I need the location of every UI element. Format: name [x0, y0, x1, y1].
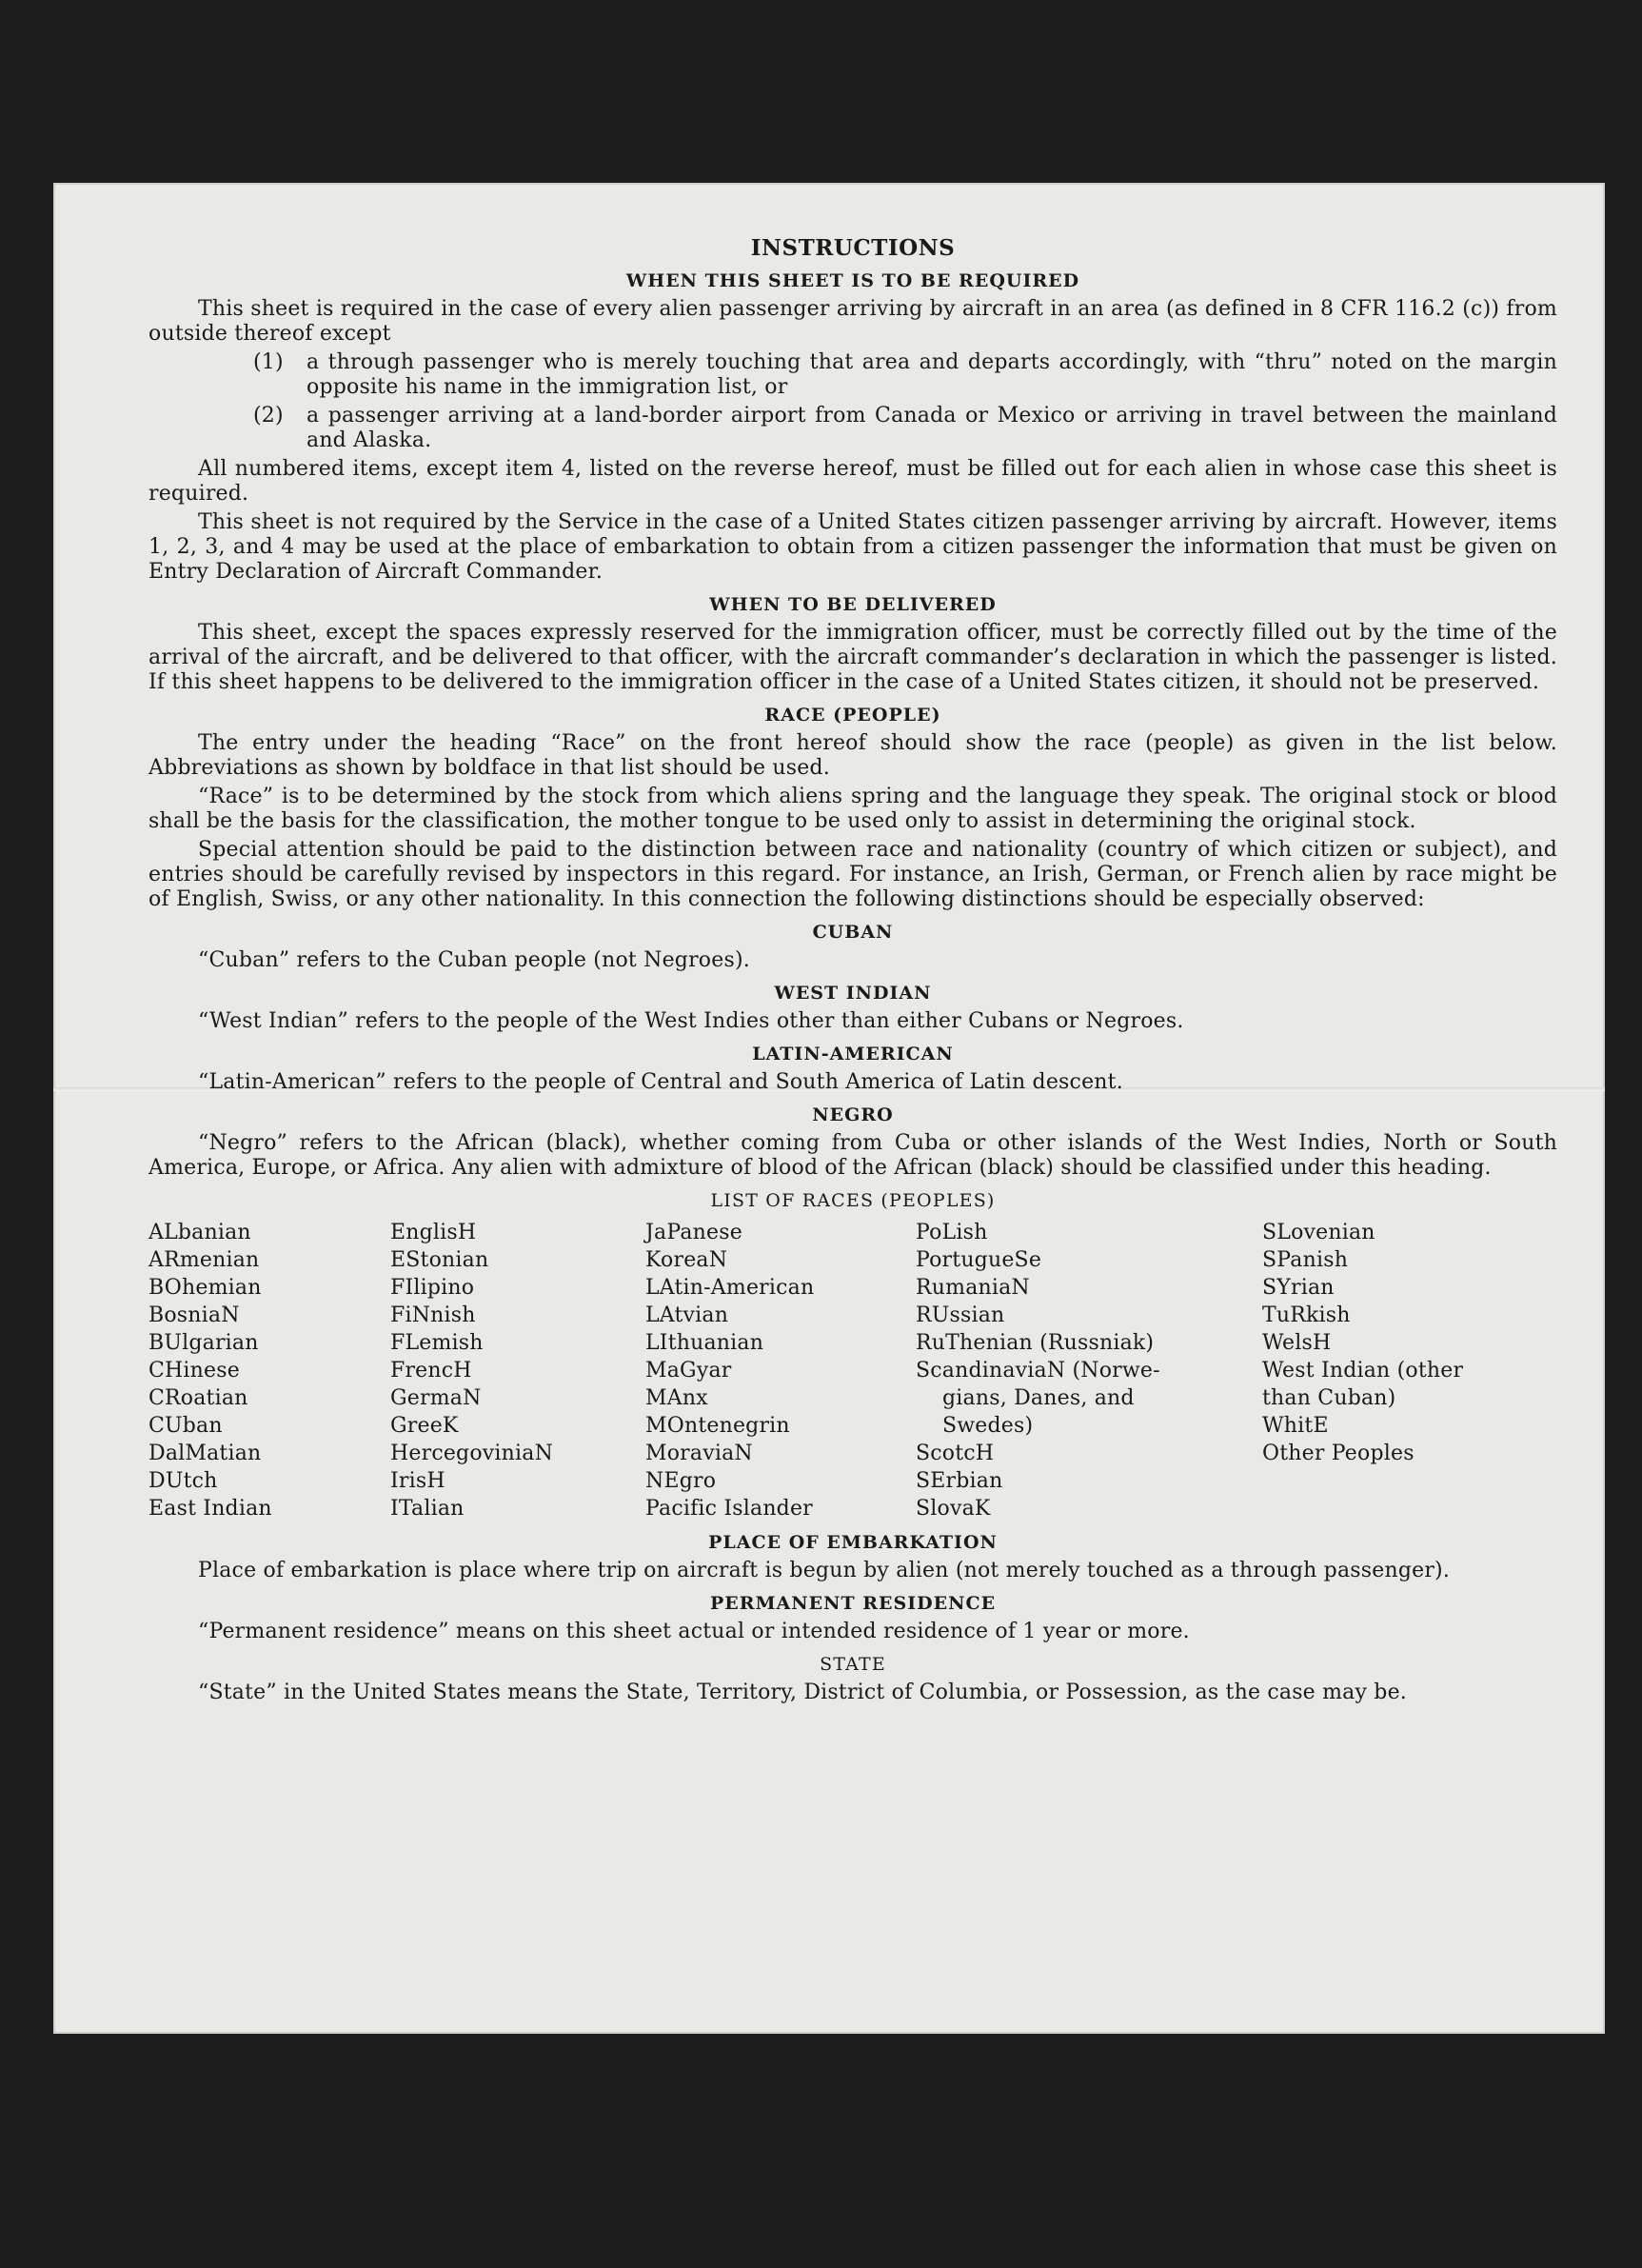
- exception-item-1: [253, 350, 1557, 400]
- race-entry: IrisH: [390, 1469, 445, 1493]
- race-entry: EnglisH: [390, 1221, 477, 1244]
- para-race-3: Special attention should be paid to the distinction between race and nationality (country of which citizen or subject), and entries should be carefully revised by inspectors in this regard. For instance, an Irish, German, or French alien by race might be of English, Swiss, or any other nationality. In this connection the following distinctions should be especially observed:: [148, 838, 1557, 911]
- page-title: INSTRUCTIONS: [750, 235, 956, 261]
- para-latin-american: “Latin-American” refers to the people of Central and South America of Latin descent.: [198, 1070, 1123, 1094]
- heading-cuban: CUBAN: [812, 922, 894, 943]
- race-entry: MaGyar: [645, 1359, 732, 1383]
- para-residence: “Permanent residence” means on this sheet actual or intended residence of 1 year or more.: [198, 1620, 1190, 1643]
- race-entry: ScotcH: [916, 1442, 995, 1465]
- race-entry: PortugueSe: [916, 1248, 1042, 1272]
- race-entry: MoraviaN: [645, 1442, 753, 1465]
- para-negro: “Negro” refers to the African (black), whether coming from Cuba or other islands of the West Indies, North or South America, Europe, or Africa. Any alien with admixture of blood of the African (black) should be classified under this heading.: [148, 1131, 1557, 1180]
- races-column-5: [1262, 1219, 1557, 1522]
- heading-when-required: WHEN THIS SHEET IS TO BE REQUIRED: [625, 270, 1080, 291]
- race-entry: GreeK: [390, 1414, 459, 1438]
- para-race-2: “Race” is to be determined by the stock from which aliens spring and the language they speak. The original stock or blood shall be the basis for the classification, the mother tongue to be used only to assist in determining the original stock.: [148, 785, 1557, 833]
- race-entry: DUtch: [148, 1469, 218, 1493]
- race-entry: PoLish: [916, 1221, 988, 1244]
- race-entry: FiNnish: [390, 1303, 476, 1327]
- race-entry: SPanish: [1262, 1248, 1349, 1272]
- race-entry: HercegoviniaN: [390, 1442, 554, 1465]
- race-entry: SlovaK: [916, 1497, 991, 1521]
- item-number: (1): [253, 350, 284, 374]
- race-entry: LIthuanian: [645, 1331, 764, 1355]
- race-entry: CRoatian: [148, 1386, 248, 1410]
- race-entry: TuRkish: [1262, 1303, 1351, 1327]
- heading-permanent-residence: PERMANENT RESIDENCE: [709, 1593, 997, 1614]
- race-entry: LAtin-American: [645, 1276, 815, 1300]
- item-number: (2): [253, 404, 284, 428]
- race-entry: DalMatian: [148, 1442, 262, 1465]
- heading-latin-american: LATIN-AMERICAN: [752, 1044, 954, 1064]
- races-table: [148, 1219, 1557, 1522]
- para-cuban: “Cuban” refers to the Cuban people (not Negroes).: [198, 948, 750, 972]
- para-intro: This sheet is required in the case of every alien passenger arriving by aircraft in an area (as defined in 8 CFR 116.2 (c)) from outside thereof except: [148, 297, 1557, 346]
- race-entry: CHinese: [148, 1359, 240, 1383]
- race-entry: BosniaN: [148, 1303, 240, 1327]
- race-entry: JaPanese: [645, 1221, 742, 1244]
- para-delivered: This sheet, except the spaces expressly reserved for the immigration officer, must be correctly filled out by the time of the arrival of the aircraft, and be delivered to that officer, with the aircraft commander’s declaration in which the passenger is listed. If this sheet happens to be delivered to the immigration officer in the case of a United States citizen, it should not be preserved.: [148, 621, 1557, 694]
- race-entry: Other Peoples: [1262, 1442, 1414, 1465]
- race-entry: MOntenegrin: [645, 1414, 790, 1438]
- race-entry: SErbian: [916, 1469, 1003, 1493]
- exception-item-2: [253, 404, 1557, 453]
- para-west-indian: “West Indian” refers to the people of the West Indies other than either Cubans or Negroes.: [198, 1009, 1184, 1033]
- race-entry: FIlipino: [390, 1276, 475, 1300]
- race-entry: Swedes): [942, 1414, 1034, 1438]
- heading-state: STATE: [820, 1654, 886, 1675]
- race-entry: than Cuban): [1262, 1386, 1396, 1410]
- race-entry: SYrian: [1262, 1276, 1335, 1300]
- heading-negro: NEGRO: [812, 1104, 894, 1125]
- race-entry: ALbanian: [148, 1221, 251, 1244]
- races-column-2: [390, 1219, 645, 1522]
- instructions-content: [148, 236, 1557, 1709]
- race-entry: ARmenian: [148, 1248, 260, 1272]
- race-entry: CUban: [148, 1414, 223, 1438]
- races-column-4: [916, 1219, 1262, 1522]
- race-entry: FLemish: [390, 1331, 484, 1355]
- document-sheet: [53, 183, 1605, 2034]
- race-entry: LAtvian: [645, 1303, 729, 1327]
- race-entry: EStonian: [390, 1248, 489, 1272]
- heading-when-delivered: WHEN TO BE DELIVERED: [709, 594, 997, 615]
- race-entry: WelsH: [1262, 1331, 1332, 1355]
- heading-west-indian: WEST INDIAN: [774, 983, 932, 1004]
- para-citizen: This sheet is not required by the Service in the case of a United States citizen passenger arriving by aircraft. However, items 1, 2, 3, and 4 may be used at the place of embarkation to obtain from a citizen passenger the information that must be given on Entry Declaration of Aircraft Commander.: [148, 510, 1557, 584]
- race-entry: East Indian: [148, 1497, 272, 1521]
- heading-embarkation: PLACE OF EMBARKATION: [708, 1532, 998, 1553]
- races-column-3: [645, 1219, 916, 1522]
- para-race-1: The entry under the heading “Race” on the front hereof should show the race (people) as given in the list below. Abbreviations as shown by boldface in that list should be used.: [148, 731, 1557, 780]
- heading-race: RACE (PEOPLE): [764, 705, 941, 726]
- item-text: a passenger arriving at a land-border airport from Canada or Mexico or arriving in travel between the mainland and Alaska.: [307, 404, 1557, 452]
- race-entry: FrencH: [390, 1359, 472, 1383]
- race-entry: BUlgarian: [148, 1331, 259, 1355]
- race-entry: SLovenian: [1262, 1221, 1375, 1244]
- race-entry: KoreaN: [645, 1248, 728, 1272]
- heading-list-of-races: LIST OF RACES (PEOPLES): [710, 1190, 996, 1211]
- race-entry: Pacific Islander: [645, 1497, 813, 1521]
- races-column-1: [148, 1219, 390, 1522]
- race-entry: GermaN: [390, 1386, 482, 1410]
- para-embarkation: Place of embarkation is place where trip on aircraft is begun by alien (not merely touched as a through passenger).: [198, 1559, 1451, 1582]
- race-entry: ITalian: [390, 1497, 465, 1521]
- race-entry: WhitE: [1262, 1414, 1329, 1438]
- para-state: “State” in the United States means the State, Territory, District of Columbia, or Possession, as the case may be.: [198, 1681, 1407, 1704]
- race-entry: BOhemian: [148, 1276, 262, 1300]
- para-numbered-items: All numbered items, except item 4, listed on the reverse hereof, must be filled out for each alien in whose case this sheet is required.: [148, 457, 1557, 506]
- race-entry: RumaniaN: [916, 1276, 1030, 1300]
- race-entry: NEgro: [645, 1469, 717, 1493]
- race-entry: MAnx: [645, 1386, 708, 1410]
- race-entry: RUssian: [916, 1303, 1005, 1327]
- race-entry: RuThenian (Russniak): [916, 1331, 1155, 1355]
- item-text: a through passenger who is merely touching that area and departs accordingly, with “thru” noted on the margin opposite his name in the immigration list, or: [307, 350, 1557, 399]
- race-entry: West Indian (other: [1262, 1359, 1464, 1383]
- race-entry: gians, Danes, and: [942, 1386, 1135, 1410]
- race-entry: ScandinaviaN (Norwe-: [916, 1359, 1160, 1383]
